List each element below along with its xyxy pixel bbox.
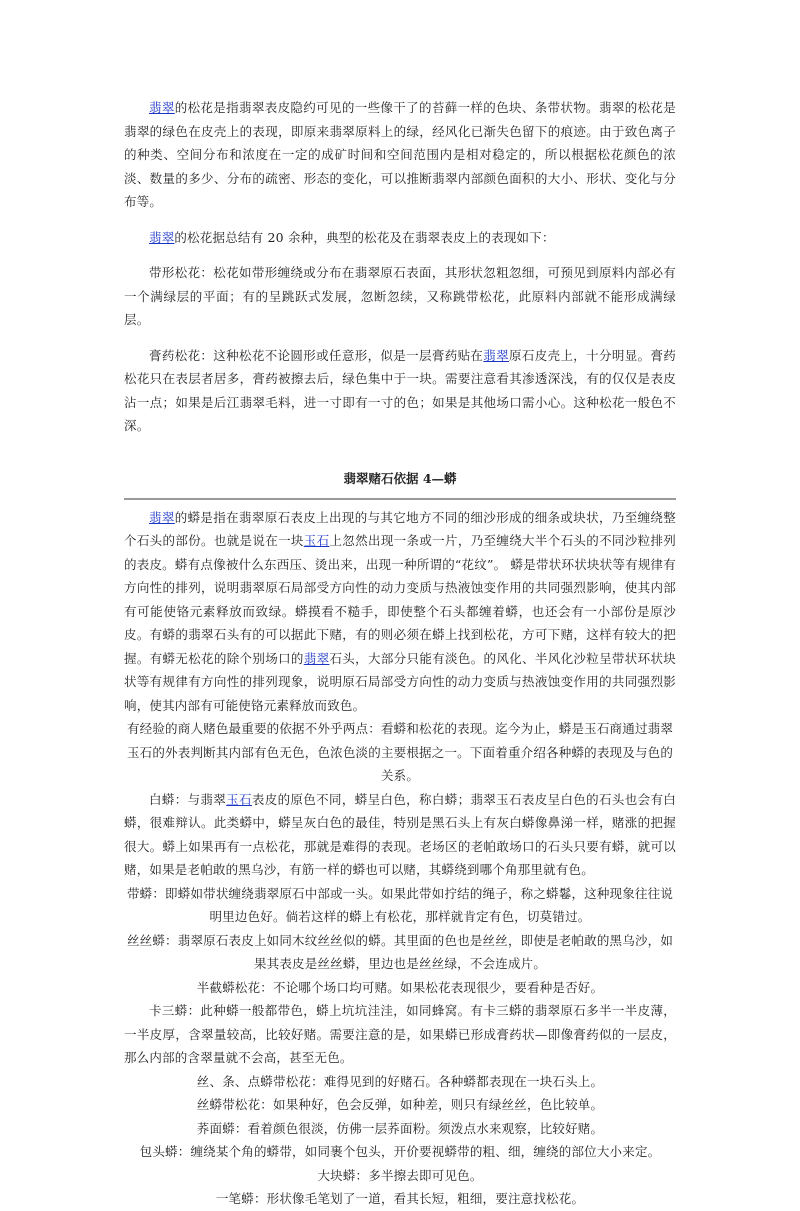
plaster-songhua-text: 原石皮壳上，十分明显。膏药松花只在表层者居多，膏药被擦去后，绿色集中于一块。需要注意看其渗透深浅，有的仅仅是表皮沾一点；如果是后江翡翠毛料，进一寸即有一寸的色；如果是其他场口需小心。这种松花一般色不深。 [124,347,677,433]
buckwheat-mang-paragraph: 荞面蟒：看着颜色很淡，仿佛一层荞面粉。须泼点水来观察，比较好赌。 [196,1120,604,1136]
intro-paragraph-1 [124,96,676,214]
wrap-mang-paragraph: 包头蟒：缠绕某个角的蟒带，如同裹个包头，开价要视蟒带的粗、细，缠绕的部位大小来定。 [139,1144,661,1159]
intro-paragraph-1-text: 的松花是指翡翠表皮隐约可见的一些像干了的苔藓一样的色块、条带状物。翡翠的松花是翡翠的绿色在皮壳上的表现，即原来翡翠原料上的绿，经风化已渐失色留下的痕迹。由于致色离子的种类、空间分布和浓度在一定的成矿时间和空间范围内是相对稳定的，所以根据松花颜色的浓淡、数量的多少、分布的疏密、形态的变化，可以推断翡翠内部颜色面积的大小、形状、变化与分布等。 [124,100,676,209]
white-mang-text: 表皮的原色不同，蟒呈白色，称白蟒；翡翠玉石表皮呈白色的石头也会有白蟒，很难辩认。此类蟒中，蟒呈灰白色的最佳，特别是黑石头上有灰白蟒像鼻涕一样，赌涨的把握很大。蟒上如果再有一点松花，那就是难得的表现。老场区的老帕敢场口的石头只要有蟒，就可以赌，如果是老帕敢的黑乌沙，有筋一样的蟒也可以赌，其蟒绕到哪个角那里就有色。 [124,791,677,877]
judging-color-paragraph: 有经验的商人赌色最重要的依据不外乎两点：看蟒和松花的表现。迄今为止，蟒是玉石商通过翡翠玉石的外表判断其内部有色无色，色浓色淡的主要根据之一。下面着重介绍各种蟒的表现及与色的关系。 [126,721,674,783]
silk-mang-paragraph: 丝丝蟒：翡翠原石表皮上如同木纹丝丝似的蟒。其里面的色也是丝丝，即使是老帕敢的黑乌沙，如果其表皮是丝丝蟒，里边也是丝丝绿，不会连成片。 [126,932,674,971]
section-title: 翡翠赌石依据 4—蟒 [343,470,457,486]
white-mang-paragraph [124,788,676,882]
stroke-mang-paragraph: 一笔蟒：形状像毛笔划了一道，看其长短，粗细，要注意找松花。 [215,1191,585,1206]
feicui-link[interactable]: 翡翠 [149,509,175,525]
feicui-link[interactable]: 翡翠 [149,229,175,245]
plaster-songhua-text-pre: 膏药松花：这种松花不论圆形或任意形，似是一层膏药贴在 [149,347,484,363]
band-mang-paragraph: 带蟒：即蟒如带状缠绕翡翠原石中部或一头。如果此带如拧结的绳子，称之蟒鬈，这种现象往往说明里边色好。倘若这样的蟒上有松花，那样就肯定有色，切莫错过。 [126,885,674,924]
mang-text-1: 的蟒是指在翡翠原石表皮上出现的与其它地方不同的细沙形成的细条或块状，乃至缠绕整个石头的部份。也就是说在一块 [124,509,676,548]
half-mang-paragraph: 半截蟒松花：不论哪个场口均可赌。如果松花表现很少，要看种是否好。 [196,979,604,995]
silk-songhua-paragraph: 丝蟒带松花：如果种好，色会反弹，如种差，则只有绿丝丝，色比较单。 [196,1097,604,1112]
band-songhua-paragraph: 带形松花：松花如带形缠绕或分布在翡翠原石表面，其形状忽粗忽细，可预见到原料内部必有一个满绿层的平面；有的呈跳跃式发展，忽断忽续，又称跳带松花，此原料内部就不能形成满绿层。 [124,265,676,327]
yushi-link[interactable]: 玉石 [226,791,252,807]
section-divider [124,498,676,500]
intro-paragraph-2-text: 的松花据总结有 20 余种，典型的松花及在翡翠表皮上的表现如下： [174,229,555,245]
feicui-link[interactable]: 翡翠 [149,100,175,115]
mixed-mang-paragraph: 丝、条、点蟒带松花：难得见到的好赌石。各种蟒都表现在一块石头上。 [196,1073,604,1089]
mang-text-2: 上忽然出现一条或一片，乃至缠绕大半个石头的不同沙粒排列的表皮。蟒有点像被什么东西压、烫出来，出现一种所谓的“花纹”。 蟒是带状环状块状等有规律有方向性的排列，说明翡翠原石局部受方向性的动力变质与热液蚀变作用的共同强烈影响，使其内部有可能使铬元素释放而致绿。蟒摸看不糙手，即使整个石头都缠着蟒，也还会有一小部份是原沙皮。有蟒的翡翠石头有的可以据此下赌，有的则必须在蟒上找到松花，方可下赌，这样有较大的把握。有蟒无松花的除个别场口的 [124,533,676,666]
feicui-link[interactable]: 翡翠 [483,347,510,363]
mang-definition-paragraph [124,506,676,718]
feicui-link[interactable]: 翡翠 [303,650,330,666]
block-mang-paragraph: 大块蟒：多半擦去即可见色。 [317,1167,483,1183]
kasan-mang-paragraph: 卡三蟒：此种蟒一般都带色，蟒上坑坑洼洼，如同蜂窝。有卡三蟒的翡翠原石多半一半皮薄，一半皮厚，含翠量较高，比较好赌。需要注意的是，如果蟒已形成膏药状—即像膏药似的一层皮，那么内部的含翠量就不会高，甚至无色。 [124,1003,676,1065]
mang-text-3: 石头，大部分只能有淡色。的风化、半风化沙粒呈带状环状块状等有规律有方向性的排列现象，说明原石局部受方向性的动力变质与热液蚀变作用的共同强烈影响，使其内部有可能使铬元素释放而致色。 [124,650,676,713]
white-mang-text-pre: 白蟒：与翡翠 [149,791,227,807]
yushi-link[interactable]: 玉石 [303,533,330,548]
plaster-songhua-paragraph [124,344,676,438]
intro-paragraph-2 [124,226,676,250]
document-page [124,96,676,1211]
